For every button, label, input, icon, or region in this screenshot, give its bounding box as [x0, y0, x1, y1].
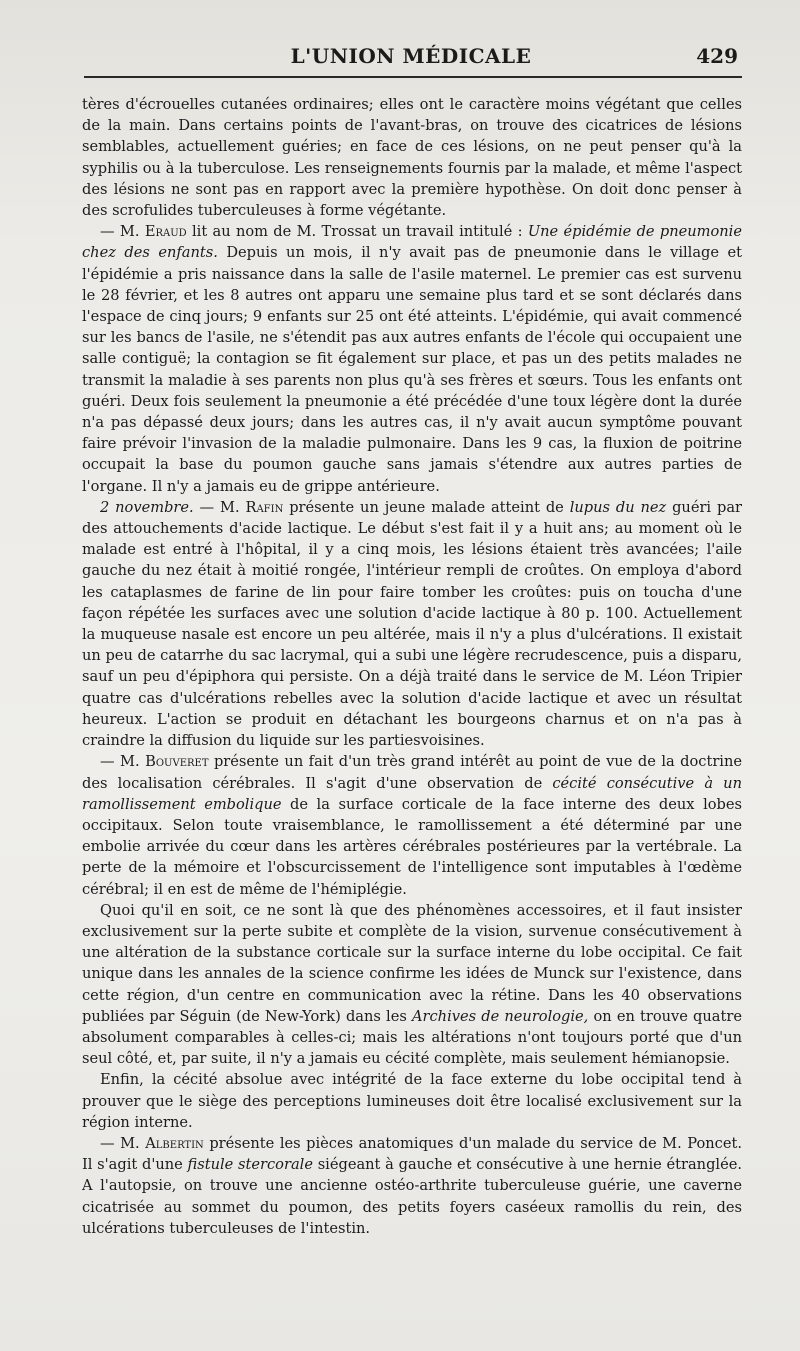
paragraph-p1	[82, 94, 742, 221]
text-run: Quoi qu'il en soit, ce ne sont là que des phénomènes accessoires, et il faut insister exclusivement sur la perte subite et complète de la vision, survenue consécutivement à une altération de la substance corticale sur la surface interne du lobe occipital. Ce fait unique dans les annales de la science confirme les idées de Munck sur l'existence, dans cette région, d'un centre en communication avec la rétine. Dans les 40 observations publiées par Séguin (de New-York) dans les	[82, 901, 742, 1025]
text-run: présente un fait d'un très grand intérêt au point de vue de la doctrine des localisation cérébrales. Il s'agit d'une observation de	[82, 753, 742, 792]
paragraph-p3	[82, 497, 742, 751]
text-run: guéri par des attouchements d'acide lactique. Le début s'est fait il y a huit ans; au moment où le malade est entré à l'hôpital, il y a cinq mois, les lésions étaient très avancées; l'aile gauche du nez était à moitié rongée, l'intérieur rempli de croûtes. On employa d'abord les cataplasmes de farine de lin pour faire tomber les croûtes: puis on toucha d'une façon répétée les surfaces avec une solution d'acide lactique à 80 p. 100. Actuellement la muqueuse nasale est encore un peu altérée, mais il n'y a plus d'ulcérations. Il existait un peu de catarrhe du sac lacrymal, qui a subi une légère recrudescence, puis a disparu, sauf un peu d'épiphora qui persiste. On a déjà traité dans le service de M. Léon Tripier quatre cas d'ulcérations rebelles avec la solution d'acide lactique et avec un résultat heureux. L'action se produit en détachant les bourgeons charnus et on n'a pas à craindre la diffusion du liquide sur les partiesvoisines.	[82, 498, 742, 750]
text-run: présente un jeune malade atteint de	[283, 498, 570, 516]
author-name: Bouveret	[145, 753, 209, 771]
paragraph-p4	[82, 751, 742, 899]
header-rule	[84, 76, 742, 78]
running-head	[84, 42, 738, 72]
text-run: tères d'écrouelles cutanées ordinaires; elles ont le caractère moins végétant que celles de la main. Dans certains points de l'avant-bras, on trouve des cicatrices de lésions semblables, actuellement guéries; en face de ces lésions, on ne peut penser qu'à la syphilis ou à la tuberculose. Les renseignements fournis par la malade, et même l'aspect des lésions ne sont pas en rapport avec la première hypothèse. On doit donc penser à des scrofulides tuberculeuses à forme végétante.	[82, 96, 742, 220]
text-run: — M.	[100, 753, 146, 771]
author-name: Albertin	[145, 1134, 204, 1152]
author-name: Rafin	[245, 498, 284, 516]
running-title: L'UNION MÉDICALE	[290, 44, 532, 68]
text-run: — M.	[193, 498, 246, 516]
text-run: — M.	[100, 223, 145, 241]
italic-text: Archives de neurologie,	[411, 1007, 589, 1025]
page-number: 429	[696, 44, 738, 68]
italic-text: Une épidémie de pneumonie chez des enfants.	[82, 223, 742, 262]
italic-text: 2 novembre.	[100, 498, 194, 516]
paragraph-p7	[82, 1133, 742, 1239]
italic-text: cécité consécutive à un ramollissement embolique	[82, 774, 742, 813]
text-run: présente les pièces anatomiques d'un malade du service de M. Poncet. Il s'agit d'une	[82, 1134, 742, 1174]
paragraph-p5	[82, 900, 742, 1070]
text-run: Enfin, la cécité absolue avec intégrité de la face externe du lobe occipital tend à prouver que le siège des perceptions lumineuses doit être localisé exclusivement sur la région interne.	[82, 1071, 742, 1131]
paragraph-p2	[82, 221, 742, 497]
author-name: Eraud	[144, 223, 187, 241]
text-run: on en trouve quatre absolument comparables à celles-ci; mais les altérations n'ont toujours porté que d'un seul côté, et, par suite, il n'y a jamais eu cécité complète, mais seulement hémianopsie.	[82, 1007, 742, 1068]
paragraph-p6	[82, 1069, 742, 1133]
text-run: de la surface corticale de la face interne des deux lobes occipitaux. Selon toute vraisemblance, le ramollissement a été déterminé par une embolie arrivée du cœur dans les artères cérébrales postérieures par la vertébrale. La perte de la mémoire et l'obscurcissement de l'intelligence sont imputables à l'œdème cérébral; il en est de même de l'hémiplégie.	[82, 795, 742, 898]
text-run: Depuis un mois, il n'y avait pas de pneumonie dans le village et l'épidémie a pris naissance dans la salle de l'asile maternel. Le premier cas est survenu le 28 février, et les 8 autres ont apparu une semaine plus tard et se sont déclarés dans l'espace de cinq jours; 9 enfants sur 25 ont été atteints. L'épidémie, qui avait commencé sur les bancs de l'asile, ne s'étendit pas aux autres enfants de l'école qui occupaient une salle contiguë; la contagion se fit également sur place, et pas un des petits malades ne transmit la maladie à ses parents non plus qu'à ses frères et sœurs. Tous les enfants ont guéri. Deux fois seulement la pneumonie a été précédée d'une toux légère dont la durée n'a pas dépassé deux jours; dans les autres cas, il n'y avait aucun symptôme pouvant faire prévoir l'invasion de la maladie pulmonaire. Dans les 9 cas, la fluxion de poitrine occupait la base du poumon gauche sans jamais s'étendre aux autres parties de l'organe. Il n'y a jamais eu de grippe antérieure.	[82, 244, 742, 495]
italic-text: fistule stercorale	[187, 1156, 313, 1174]
text-run: lit au nom de M. Trossat un travail intitulé :	[186, 223, 528, 241]
article-body	[82, 94, 742, 1239]
text-run: siégeant à gauche et consécutive à une hernie étranglée. A l'autopsie, on trouve une ancienne ostéo-arthrite tuberculeuse guérie, une caverne cicatrisée au sommet du poumon, des petits foyers caséeux ramollis du rein, des ulcérations tuberculeuses de l'intestin.	[82, 1156, 742, 1237]
italic-text: lupus du nez	[569, 498, 667, 516]
text-run: — M.	[100, 1134, 146, 1152]
